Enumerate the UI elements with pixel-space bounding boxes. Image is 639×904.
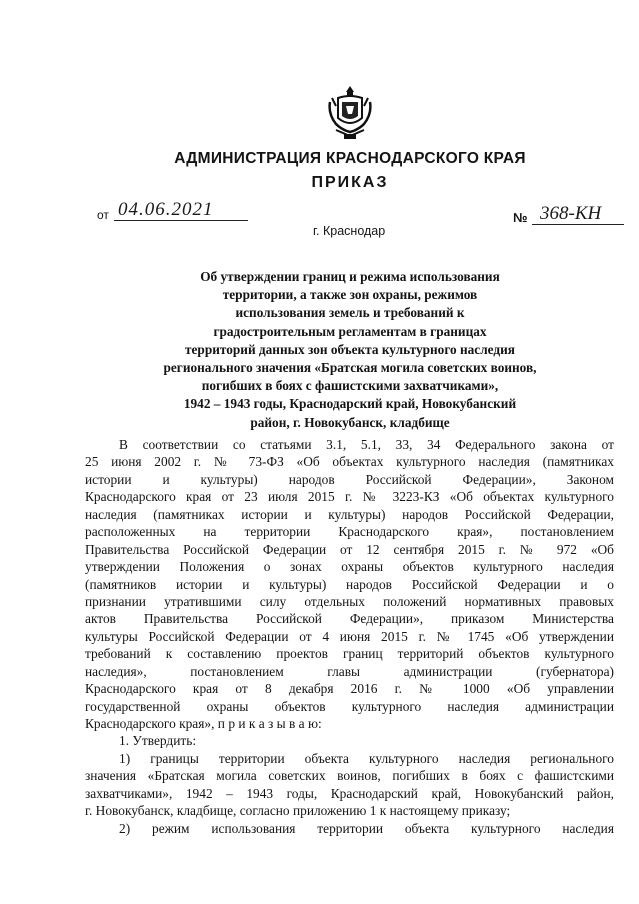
body-line: государственной охраны объектов культурного наследия администрации	[85, 698, 614, 714]
body-line: наследия», постановлением главы администрации (губернатора)	[85, 663, 614, 679]
title-line: территорий данных зон объекта культурного наследия	[185, 341, 515, 357]
body-line: захватчиками», 1942 – 1943 годы, Краснодарский край, Новокубанский район,	[85, 785, 614, 801]
handwritten-date: 04.06.2021	[118, 199, 214, 220]
order-title	[120, 268, 580, 432]
body-line: признании утратившими силу отдельных положений нормативных правовых	[85, 593, 614, 609]
title-line: регионального значения «Братская могила советских воинов,	[163, 360, 537, 376]
date-label: от	[97, 208, 109, 222]
body-line: г. Новокубанск, кладбище, согласно приложению 1 к настоящему приказу;	[85, 803, 511, 819]
agency-name: АДМИНИСТРАЦИЯ КРАСНОДАРСКОГО КРАЯ	[174, 150, 526, 167]
body-line: требований к составлению проектов границ территорий объектов культурного	[85, 646, 614, 662]
order-body	[85, 436, 614, 837]
body-line: 1) границы территории объекта культурного наследия регионального	[119, 750, 614, 766]
body-line: (памятников истории и культуры) народов Российской Федерации и о	[85, 576, 614, 592]
date-underline	[114, 220, 248, 221]
document-type: ПРИКАЗ	[311, 174, 389, 191]
title-line: территории, а также зон охраны, режимов	[222, 287, 478, 303]
title-line: Об утверждении границ и режима использования	[200, 269, 500, 284]
body-line: утверждении Положения о зонах охраны объектов культурного наследия	[85, 559, 614, 575]
title-line: градостроительным регламентам в границах	[213, 323, 487, 339]
body-line: 1. Утвердить:	[119, 733, 197, 749]
title-line: 1942 – 1943 годы, Краснодарский край, Новокубанский	[183, 396, 517, 412]
body-line: В соответствии со статьями 3.1, 5.1, 33, 34 Федерального закона от	[119, 437, 614, 452]
city-name: г. Краснодар	[313, 224, 386, 238]
body-line: актов Правительства Российской Федерации», приказом Министерства	[85, 611, 614, 627]
body-line: культуры Российской Федерации от 4 июня 2015 г. № 1745 «Об утверждении	[85, 628, 614, 644]
body-line: Краснодарского края от 23 июля 2015 г. № 3223-КЗ «Об объектах культурного	[85, 489, 614, 505]
number-underline	[532, 224, 624, 225]
body-line: наследия (памятниках истории и культуры) народов Российской Федерации,	[85, 506, 614, 522]
body-line: Краснодарского края», п р и к а з ы в а ю:	[85, 716, 322, 731]
title-line: использования земель и требований к	[235, 305, 465, 321]
body-line: истории и культуры) народов Российской Федерации», Законом	[85, 471, 614, 487]
title-line: район, г. Новокубанск, кладбище	[250, 414, 450, 430]
handwritten-number: 368-КН	[540, 203, 602, 224]
number-label: №	[513, 210, 528, 225]
body-line: Краснодарского края от 8 декабря 2016 г. № 1000 «Об управлении	[85, 681, 614, 697]
title-line: погибших в боях с фашистскими захватчиками»,	[201, 378, 499, 394]
body-line: 25 июня 2002 г. № 73-ФЗ «Об объектах культурного наследия (памятниках	[85, 454, 614, 470]
body-line: Правительства Российской Федерации от 12 сентября 2015 г. № 972 «Об	[85, 541, 614, 557]
coat-of-arms-emblem	[326, 84, 374, 142]
body-line: 2) режим использования территории объекта культурного наследия	[119, 820, 614, 836]
body-line: расположенных на территории Краснодарского края», постановлением	[85, 524, 614, 540]
body-line: значения «Братская могила советских воинов, погибших в боях с фашистскими	[85, 768, 614, 784]
